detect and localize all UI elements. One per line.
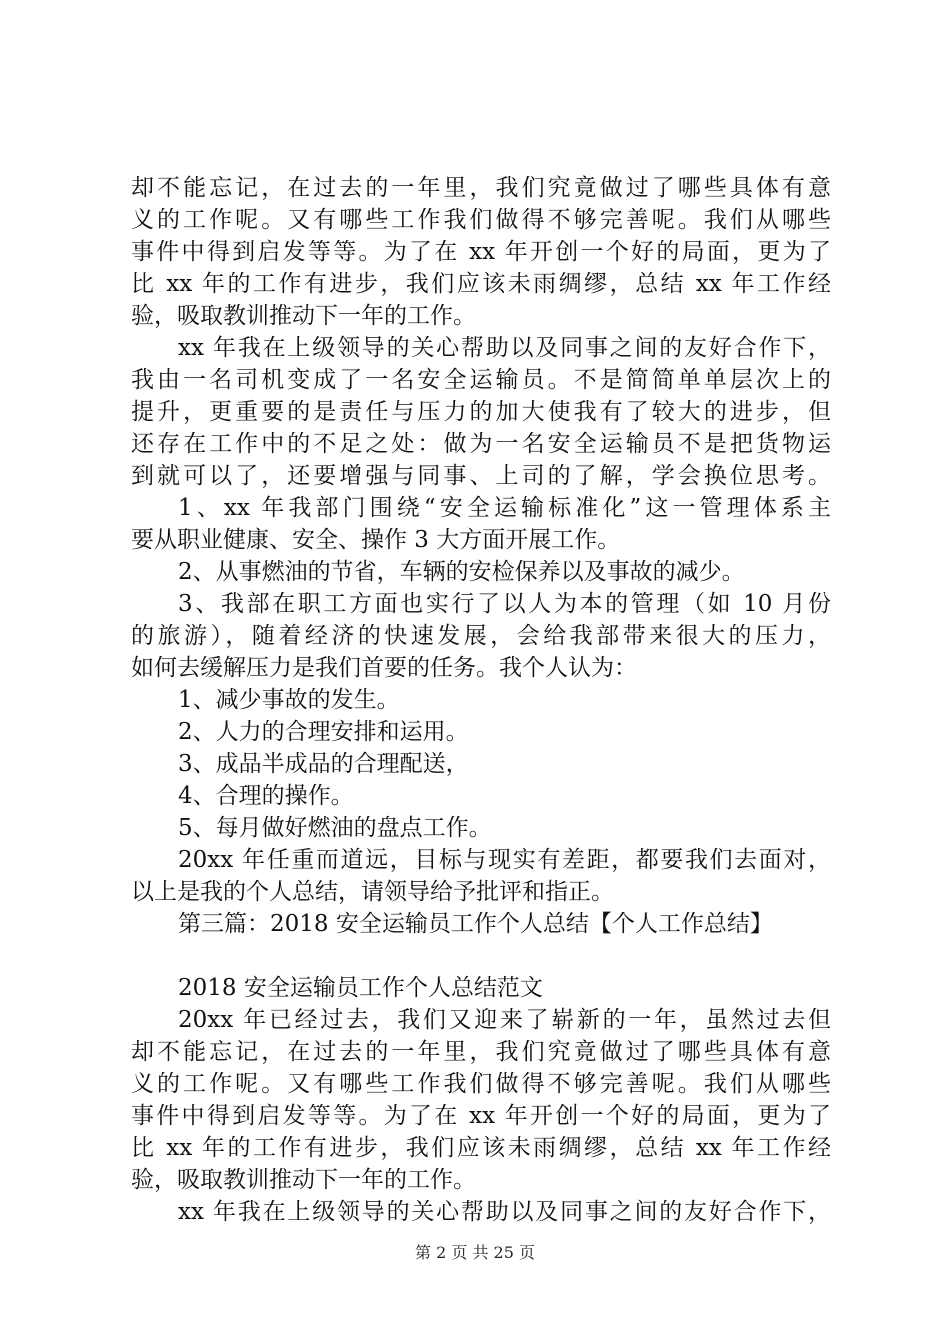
text-line: xx 年我在上级领导的关心帮助以及同事之间的友好合作下， <box>178 335 831 361</box>
article-title: 2018 安全运输员工作个人总结范文 <box>178 975 543 1001</box>
text-line: 以上是我的个人总结，请领导给予批评和指正。 <box>131 879 614 905</box>
text-line: 比 xx 年的工作有进步，我们应该未雨绸缪，总结 xx 年工作经 <box>131 271 831 297</box>
text-line: 20xx 年任重而道远，目标与现实有差距，都要我们去面对， <box>178 847 831 873</box>
text-line: 义的工作呢。又有哪些工作我们做得不够完善呢。我们从哪些 <box>131 1071 831 1097</box>
text-line: 却不能忘记，在过去的一年里，我们究竟做过了哪些具体有意 <box>131 175 831 201</box>
text-line: 比 xx 年的工作有进步，我们应该未雨绸缪，总结 xx 年工作经 <box>131 1135 831 1161</box>
text-line: 验，吸取教训推动下一年的工作。 <box>131 1167 476 1193</box>
text-line: xx 年我在上级领导的关心帮助以及同事之间的友好合作下， <box>178 1199 831 1225</box>
list-item: 2、人力的合理安排和运用。 <box>178 719 469 745</box>
page-footer: 第 2 页 共 25 页 <box>415 1243 535 1262</box>
text-line: 提升，更重要的是责任与压力的加大使我有了较大的进步，但 <box>131 399 831 425</box>
text-line: 却不能忘记，在过去的一年里，我们究竟做过了哪些具体有意 <box>131 1039 831 1065</box>
text-line: 事件中得到启发等等。为了在 xx 年开创一个好的局面，更为了 <box>131 1103 831 1129</box>
text-line: 1、xx 年我部门围绕“安全运输标准化”这一管理体系主 <box>178 495 831 521</box>
text-line: 验，吸取教训推动下一年的工作。 <box>131 303 476 329</box>
text-line: 如何去缓解压力是我们首要的任务。我个人认为： <box>131 655 637 681</box>
list-item: 5、每月做好燃油的盘点工作。 <box>178 815 492 841</box>
text-line: 的旅游），随着经济的快速发展，会给我部带来很大的压力， <box>131 623 831 649</box>
text-line: 事件中得到启发等等。为了在 xx 年开创一个好的局面，更为了 <box>131 239 831 265</box>
section-heading: 第三篇：2018 安全运输员工作个人总结【个人工作总结】 <box>178 911 773 937</box>
text-line: 到就可以了，还要增强与同事、上司的了解，学会换位思考。 <box>131 463 831 489</box>
text-line: 义的工作呢。又有哪些工作我们做得不够完善呢。我们从哪些 <box>131 207 831 233</box>
list-item: 1、减少事故的发生。 <box>178 687 400 713</box>
list-item: 3、成品半成品的合理配送， <box>178 751 469 777</box>
list-item: 4、合理的操作。 <box>178 783 354 809</box>
text-line: 我由一名司机变成了一名安全运输员。不是简简单单层次上的 <box>131 367 831 393</box>
text-line: 要从职业健康、安全、操作 3 大方面开展工作。 <box>131 527 621 553</box>
text-line: 2、从事燃油的节省，车辆的安检保养以及事故的减少。 <box>178 559 745 585</box>
text-line: 20xx 年已经过去，我们又迎来了崭新的一年，虽然过去但 <box>178 1007 831 1033</box>
text-line: 3、我部在职工方面也实行了以人为本的管理（如 10 月份 <box>178 591 831 617</box>
text-line: 还存在工作中的不足之处：做为一名安全运输员不是把货物运 <box>131 431 831 457</box>
